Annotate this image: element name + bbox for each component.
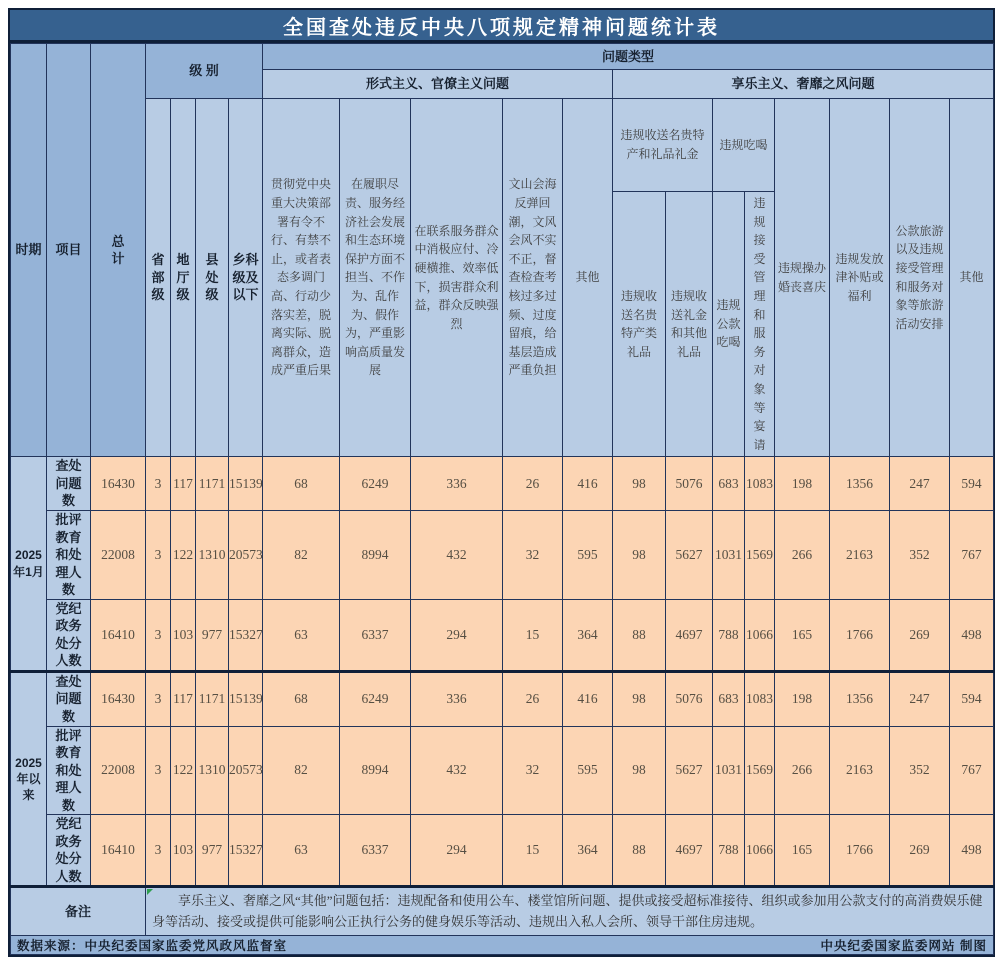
value-cell: 117 bbox=[171, 457, 196, 511]
value-cell: 1766 bbox=[830, 815, 890, 887]
value-cell: 15327 bbox=[229, 599, 263, 671]
row-label: 批评教育和处理人数 bbox=[47, 510, 91, 599]
value-cell: 1171 bbox=[196, 671, 229, 726]
value-cell: 4697 bbox=[666, 815, 713, 887]
value-cell: 266 bbox=[775, 510, 830, 599]
header-sub-cash-gifts: 违规收送礼金和其他礼品 bbox=[666, 192, 713, 457]
value-cell: 2163 bbox=[830, 510, 890, 599]
statistics-table bbox=[10, 43, 994, 955]
value-cell: 1083 bbox=[745, 457, 775, 511]
row-label: 查处问题数 bbox=[47, 671, 91, 726]
value-cell: 26 bbox=[503, 457, 563, 511]
value-cell: 198 bbox=[775, 457, 830, 511]
value-cell: 68 bbox=[263, 671, 340, 726]
value-cell: 98 bbox=[613, 510, 666, 599]
value-cell: 8994 bbox=[340, 510, 411, 599]
value-cell: 498 bbox=[950, 599, 994, 671]
data-source-text: 数据来源：中央纪委国家监委党风政风监督室 bbox=[17, 938, 288, 953]
value-cell: 788 bbox=[713, 599, 745, 671]
value-cell: 15 bbox=[503, 815, 563, 887]
value-cell: 82 bbox=[263, 510, 340, 599]
value-cell: 26 bbox=[503, 671, 563, 726]
value-cell: 6249 bbox=[340, 457, 411, 511]
value-cell: 1356 bbox=[830, 671, 890, 726]
value-cell: 294 bbox=[411, 815, 503, 887]
value-cell: 165 bbox=[775, 599, 830, 671]
header-hedonism-col-other: 其他 bbox=[950, 99, 994, 457]
value-cell: 3 bbox=[146, 671, 171, 726]
value-cell: 63 bbox=[263, 815, 340, 887]
value-cell: 122 bbox=[171, 726, 196, 815]
header-period: 时期 bbox=[11, 44, 47, 457]
header-level-prefecture: 地厅级 bbox=[171, 99, 196, 457]
header-formalism-col-masses: 在联系服务群众中消极应付、冷硬横推、效率低下，损害群众利益，群众反映强烈 bbox=[411, 99, 503, 457]
source-row-content bbox=[11, 936, 993, 954]
value-cell: 1356 bbox=[830, 457, 890, 511]
value-cell: 20573 bbox=[229, 510, 263, 599]
value-cell: 247 bbox=[890, 457, 950, 511]
value-cell: 3 bbox=[146, 510, 171, 599]
value-cell: 1083 bbox=[745, 671, 775, 726]
value-cell: 364 bbox=[563, 815, 613, 887]
value-cell: 103 bbox=[171, 599, 196, 671]
header-formalism-col-policy: 贯彻党中央重大决策部署有令不行、有禁不止，或者表态多调门高、行动少落实差，脱离实际、脱离群众，造成严重后果 bbox=[263, 99, 340, 457]
value-cell: 1066 bbox=[745, 599, 775, 671]
value-cell: 336 bbox=[411, 457, 503, 511]
value-cell: 416 bbox=[563, 457, 613, 511]
value-cell: 767 bbox=[950, 510, 994, 599]
value-cell: 5627 bbox=[666, 510, 713, 599]
header-hedonism-group: 享乐主义、奢靡之风问题 bbox=[613, 70, 994, 99]
header-problem-type: 问题类型 bbox=[263, 44, 994, 70]
value-cell: 32 bbox=[503, 726, 563, 815]
header-hedonism-col-travel: 公款旅游以及违规接受管理和服务对象等旅游活动安排 bbox=[890, 99, 950, 457]
value-cell: 977 bbox=[196, 599, 229, 671]
credit-text: 中央纪委国家监委网站 制图 bbox=[820, 938, 987, 953]
value-cell: 594 bbox=[950, 457, 994, 511]
value-cell: 16430 bbox=[91, 671, 146, 726]
note-text-cell bbox=[146, 887, 994, 935]
header-total-label: 总计 bbox=[111, 233, 125, 267]
value-cell: 683 bbox=[713, 457, 745, 511]
value-cell: 98 bbox=[613, 726, 666, 815]
value-cell: 788 bbox=[713, 815, 745, 887]
header-total bbox=[91, 44, 146, 457]
value-cell: 16410 bbox=[91, 599, 146, 671]
value-cell: 1310 bbox=[196, 726, 229, 815]
header-hedonism-col-weddings: 违规操办婚丧喜庆 bbox=[775, 99, 830, 457]
value-cell: 122 bbox=[171, 510, 196, 599]
header-level-group: 级 别 bbox=[146, 44, 263, 99]
note-label: 备注 bbox=[11, 887, 146, 935]
page-title: 全国查处违反中央八项规定精神问题统计表 bbox=[10, 10, 993, 43]
period-cell: 2025年以来 bbox=[11, 671, 47, 887]
header-level-province: 省部级 bbox=[146, 99, 171, 457]
header-level-township: 乡科级及以下 bbox=[229, 99, 263, 457]
value-cell: 15327 bbox=[229, 815, 263, 887]
value-cell: 1171 bbox=[196, 457, 229, 511]
value-cell: 266 bbox=[775, 726, 830, 815]
value-cell: 22008 bbox=[91, 510, 146, 599]
value-cell: 165 bbox=[775, 815, 830, 887]
value-cell: 767 bbox=[950, 726, 994, 815]
value-cell: 1031 bbox=[713, 726, 745, 815]
value-cell: 336 bbox=[411, 671, 503, 726]
value-cell: 15 bbox=[503, 599, 563, 671]
source-row bbox=[11, 935, 994, 954]
value-cell: 20573 bbox=[229, 726, 263, 815]
value-cell: 5627 bbox=[666, 726, 713, 815]
value-cell: 498 bbox=[950, 815, 994, 887]
value-cell: 1310 bbox=[196, 510, 229, 599]
header-sub-specialty-gifts: 违规收送名贵特产类礼品 bbox=[613, 192, 666, 457]
value-cell: 88 bbox=[613, 599, 666, 671]
value-cell: 117 bbox=[171, 671, 196, 726]
value-cell: 98 bbox=[613, 457, 666, 511]
value-cell: 5076 bbox=[666, 457, 713, 511]
cell-flag-icon bbox=[147, 889, 153, 895]
period-cell: 2025年1月 bbox=[11, 457, 47, 672]
header-level-county: 县处级 bbox=[196, 99, 229, 457]
header-formalism-col-duty: 在履职尽责、服务经济社会发展和生态环境保护方面不担当、不作为、乱作为、假作为，严重影响高质量发展 bbox=[340, 99, 411, 457]
value-cell: 8994 bbox=[340, 726, 411, 815]
row-label: 党纪政务处分人数 bbox=[47, 815, 91, 887]
value-cell: 1766 bbox=[830, 599, 890, 671]
value-cell: 1569 bbox=[745, 510, 775, 599]
value-cell: 16410 bbox=[91, 815, 146, 887]
value-cell: 595 bbox=[563, 510, 613, 599]
header-eatdrink-group: 违规吃喝 bbox=[713, 99, 775, 192]
value-cell: 6249 bbox=[340, 671, 411, 726]
value-cell: 5076 bbox=[666, 671, 713, 726]
value-cell: 98 bbox=[613, 671, 666, 726]
value-cell: 16430 bbox=[91, 457, 146, 511]
value-cell: 103 bbox=[171, 815, 196, 887]
row-label: 党纪政务处分人数 bbox=[47, 599, 91, 671]
value-cell: 247 bbox=[890, 671, 950, 726]
statistics-sheet bbox=[8, 8, 995, 957]
value-cell: 1066 bbox=[745, 815, 775, 887]
value-cell: 977 bbox=[196, 815, 229, 887]
value-cell: 595 bbox=[563, 726, 613, 815]
value-cell: 432 bbox=[411, 510, 503, 599]
value-cell: 416 bbox=[563, 671, 613, 726]
value-cell: 3 bbox=[146, 457, 171, 511]
value-cell: 3 bbox=[146, 726, 171, 815]
value-cell: 352 bbox=[890, 726, 950, 815]
value-cell: 88 bbox=[613, 815, 666, 887]
row-label: 批评教育和处理人数 bbox=[47, 726, 91, 815]
value-cell: 32 bbox=[503, 510, 563, 599]
value-cell: 4697 bbox=[666, 599, 713, 671]
value-cell: 1031 bbox=[713, 510, 745, 599]
value-cell: 594 bbox=[950, 671, 994, 726]
value-cell: 3 bbox=[146, 815, 171, 887]
value-cell: 6337 bbox=[340, 599, 411, 671]
value-cell: 1569 bbox=[745, 726, 775, 815]
value-cell: 15139 bbox=[229, 457, 263, 511]
row-label: 查处问题数 bbox=[47, 457, 91, 511]
value-cell: 352 bbox=[890, 510, 950, 599]
value-cell: 2163 bbox=[830, 726, 890, 815]
header-gifts-group: 违规收送名贵特产和礼品礼金 bbox=[613, 99, 713, 192]
value-cell: 6337 bbox=[340, 815, 411, 887]
value-cell: 68 bbox=[263, 457, 340, 511]
value-cell: 82 bbox=[263, 726, 340, 815]
value-cell: 15139 bbox=[229, 671, 263, 726]
value-cell: 3 bbox=[146, 599, 171, 671]
value-cell: 269 bbox=[890, 599, 950, 671]
header-item: 项目 bbox=[47, 44, 91, 457]
value-cell: 198 bbox=[775, 671, 830, 726]
value-cell: 683 bbox=[713, 671, 745, 726]
header-formalism-col-other: 其他 bbox=[563, 99, 613, 457]
value-cell: 63 bbox=[263, 599, 340, 671]
value-cell: 269 bbox=[890, 815, 950, 887]
header-sub-public-funds-meals: 违规公款吃喝 bbox=[713, 192, 745, 457]
value-cell: 364 bbox=[563, 599, 613, 671]
value-cell: 294 bbox=[411, 599, 503, 671]
header-hedonism-col-allowances: 违规发放津补贴或福利 bbox=[830, 99, 890, 457]
header-sub-banquets: 违规接受管理和服务对象等宴请 bbox=[745, 192, 775, 457]
note-text: 享乐主义、奢靡之风“其他”问题包括：违规配备和使用公车、楼堂馆所问题、提供或接受超标准接待、组织或参加用公款支付的高消费娱乐健身等活动、接受或提供可能影响公正执行公务的健身娱乐等活动、违规出入私人会所、领导干部住房违规。 bbox=[152, 893, 983, 929]
value-cell: 22008 bbox=[91, 726, 146, 815]
value-cell: 432 bbox=[411, 726, 503, 815]
header-formalism-col-meetings: 文山会海反弹回潮，文风会风不实不正，督查检查考核过多过频、过度留痕，给基层造成严重负担 bbox=[503, 99, 563, 457]
header-formalism-group: 形式主义、官僚主义问题 bbox=[263, 70, 613, 99]
